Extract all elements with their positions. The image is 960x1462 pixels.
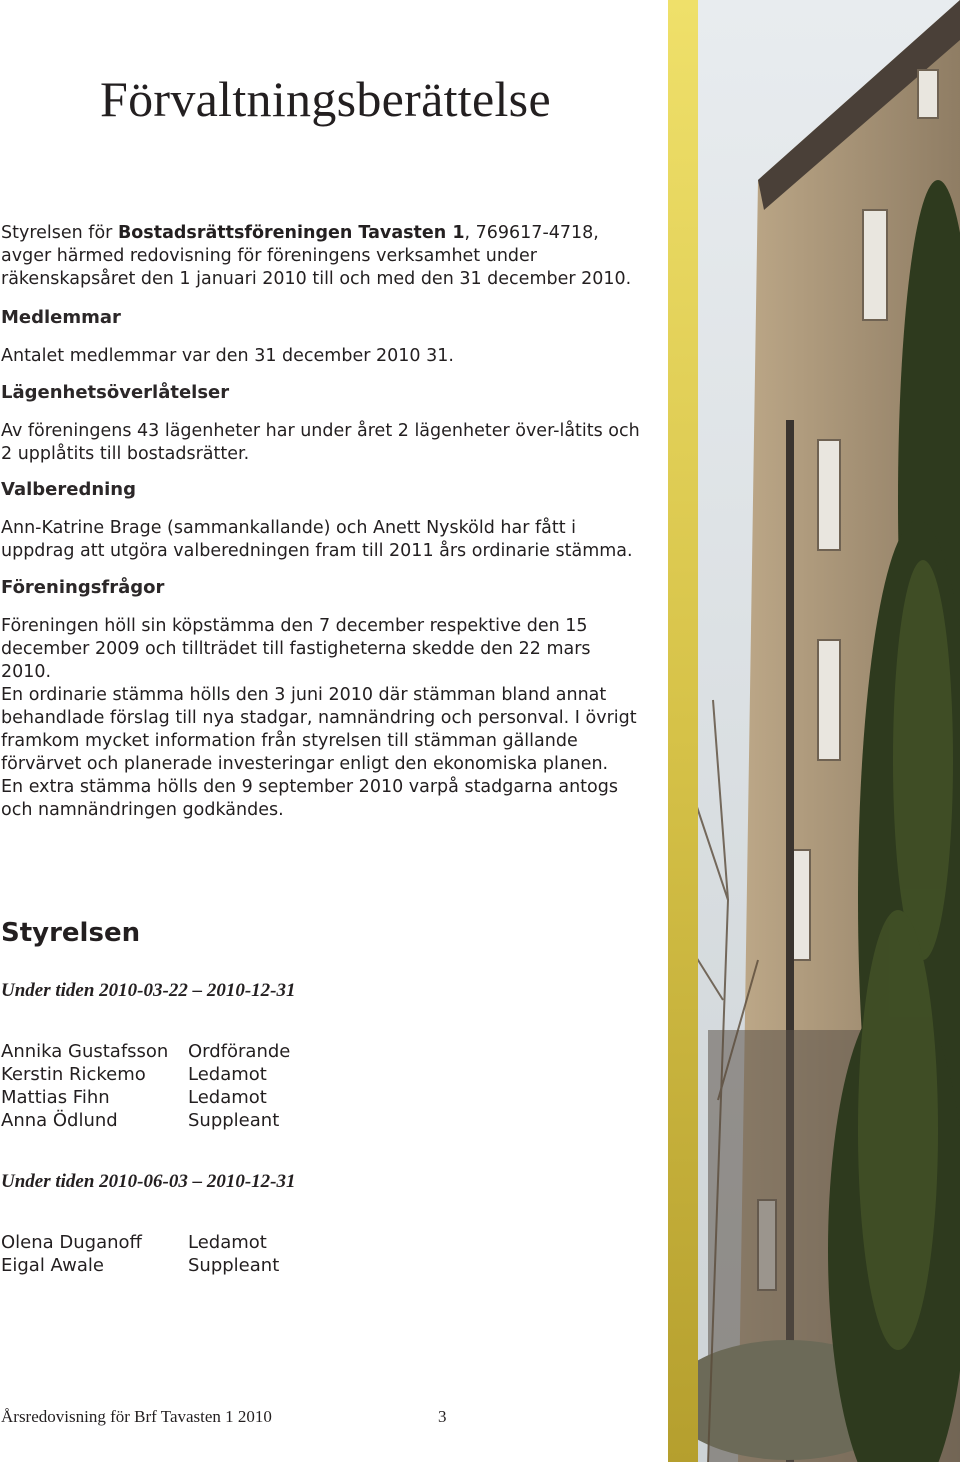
questions-text-2: En ordinarie stämma hölls den 3 juni 2010 där stämman bland annat behandlade förslag till nya stadgar, namnändring och personval. I övrigt framkom mycket information från styrelsen till stämman gällande förvärvet och planerade investeringar enligt den ekonomiska planen. [1,685,637,774]
board-member-row [1,1231,279,1254]
board-period-1: Under tiden 2010-03-22 – 2010-12-31 [1,980,296,1001]
board-members-2 [1,1231,279,1277]
member-name: Annika Gustafsson [1,1041,169,1062]
page-number: 3 [438,1407,447,1426]
board-period-2: Under tiden 2010-06-03 – 2010-12-31 [1,1171,296,1192]
board-member-row [1,1040,290,1063]
board-members-1 [1,1040,290,1132]
transfers-text: Av föreningens 43 lägenheter har under året 2 lägenheter över-låtits och 2 upplåtits till bostadsrätter. [1,421,640,464]
member-name: Eigal Awale [1,1255,104,1276]
board-member-row [1,1063,290,1086]
heading-questions: Föreningsfrågor [1,577,165,598]
questions-text-1: Föreningen höll sin köpstämma den 7 december respektive den 15 december 2009 och tillträdet till fastigheterna skedde den 22 mars 2010. [1,616,591,682]
member-name: Mattias Fihn [1,1087,110,1108]
page-footer [1,1407,461,1427]
member-name: Kerstin Rickemo [1,1064,146,1085]
footer-text: Årsredovisning för Brf Tavasten 1 2010 [1,1407,272,1426]
member-role: Suppleant [188,1110,280,1131]
nomination-text: Ann-Katrine Brage (sammankallande) och Anett Nysköld har fått i uppdrag att utgöra valberedningen fram till 2011 års ordinarie stämma. [1,518,633,561]
intro-prefix: Styrelsen för [1,223,118,243]
report-body [1,222,641,822]
heading-nomination: Valberedning [1,479,137,500]
board-member-row [1,1109,290,1132]
member-role: Suppleant [188,1255,280,1276]
member-role: Ordförande [188,1041,291,1062]
building-photo-illustration [668,0,960,1462]
member-name: Olena Duganoff [1,1232,142,1253]
heading-transfers: Lägenhetsöverlåtelser [1,382,230,403]
intro-paragraph [1,222,641,291]
building-photo [668,0,960,1462]
heading-members: Medlemmar [1,307,121,328]
board-member-row [1,1254,279,1277]
member-role: Ledamot [188,1232,267,1253]
board-title: Styrelsen [1,918,141,948]
member-name: Anna Ödlund [1,1110,118,1131]
association-name: Bostadsrättsföreningen Tavasten 1 [117,223,465,243]
members-text: Antalet medlemmar var den 31 december 2010 31. [1,346,454,366]
questions-text-3: En extra stämma hölls den 9 september 2010 varpå stadgarna antogs och namnändringen godkändes. [1,777,618,820]
intro-suffix: , 769617-4718, avger härmed redovisning för föreningens verksamhet under räkenskapsåret den 1 januari 2010 till och med den 31 december 2010. [1,223,632,289]
member-role: Ledamot [188,1087,267,1108]
board-member-row [1,1086,290,1109]
member-role: Ledamot [188,1064,267,1085]
page-title: Förvaltningsberättelse [100,71,551,127]
